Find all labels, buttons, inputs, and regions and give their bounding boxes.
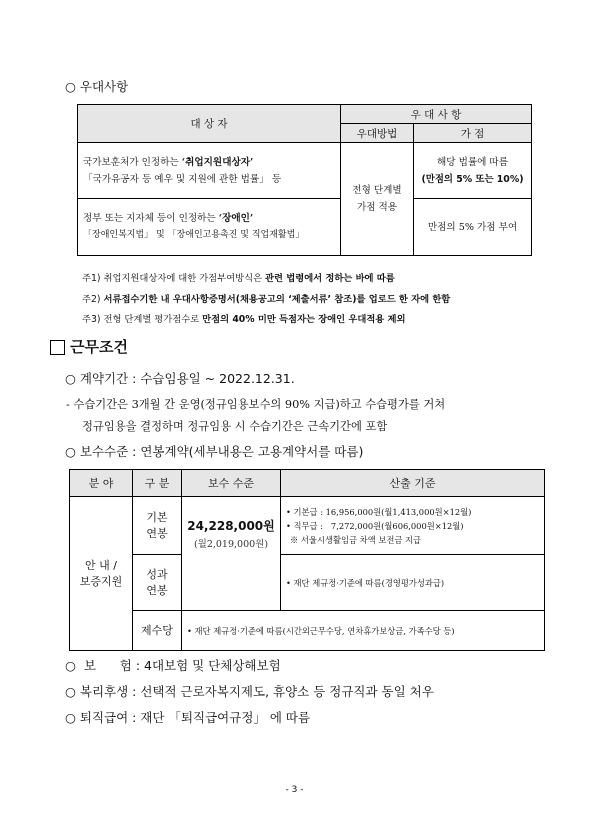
row2-law: 「장애인복지법」 및 「장애인고용촉진 및 직업재활법」 [83, 230, 305, 240]
points1-line2: (만점의 5% 또는 10%) [421, 173, 524, 185]
insurance: ○ 보 험 : 4대보험 및 단체상해보험 [65, 658, 281, 673]
points-veterans [414, 143, 532, 199]
row2-text: 정부 또는 지자체 등이 인정하는 [83, 213, 219, 224]
col-target-header: 대 상 자 [78, 105, 341, 143]
type-base-salary: 기본 연봉 [133, 497, 182, 555]
section-checkbox-icon [50, 340, 65, 355]
retirement: ○ 퇴직급여 : 재단 「퇴직급여규정」 에 따름 [65, 710, 311, 725]
basis-performance: • 재단 제규정·기준에 따름(경영평가성과급) [281, 555, 545, 611]
method-cell [341, 143, 414, 256]
col-pref-header: 우 대 사 항 [341, 105, 532, 124]
points1-line1: 해당 법률에 따름 [437, 156, 508, 168]
col-points-header: 가 점 [414, 124, 532, 143]
method-line1: 전형 단계별 [352, 185, 402, 196]
preference-table [77, 104, 532, 256]
basis1-line3: ※ 서울시생활임금 차액 보전금 지급 [290, 534, 422, 545]
header-type: 구 분 [133, 470, 182, 497]
basis-base-salary [281, 497, 545, 555]
type-allowance: 제수당 [133, 611, 182, 651]
type-performance: 성과 연봉 [133, 555, 182, 611]
note-2: 주2) 서류접수기한 내 우대사항증명서(채용공고의 ‘제출서류’ 참조)를 업로드 한 자에 한함 [82, 294, 451, 305]
row1-law: 「국가유공자 등 예우 및 지원에 관한 법률」 등 [83, 173, 282, 185]
row1-bold: ‘취업지원대상자’ [181, 156, 254, 168]
row-disabled [78, 199, 341, 256]
basis1-line2: • 직무급 : 7,272,000원(월606,000원×12월) [286, 520, 464, 531]
salary-heading: ○ 보수수준 : 연봉계약(세부내용은 고용계약서를 따름) [65, 444, 364, 459]
welfare: ○ 복리후생 : 선택적 근로자복지제도, 휴양소 등 정규직과 동일 처우 [65, 684, 434, 699]
salary-table [69, 469, 545, 651]
probation-line2: 정규임용을 결정하며 정규임용 시 수습기간은 근속기간에 포함 [82, 420, 388, 433]
salary-cell [182, 497, 281, 611]
page-number: - 3 - [285, 785, 304, 795]
header-basis: 산출 기준 [281, 470, 545, 497]
salary-monthly: (월2,019,000원) [193, 539, 269, 550]
col-method-header: 우대방법 [341, 124, 414, 143]
field-cell: 안 내 / 보증지원 [70, 497, 133, 651]
points-disabled: 만점의 5% 가점 부여 [414, 199, 532, 256]
salary-amount: 24,228,000원 [187, 519, 275, 533]
row-veterans [78, 143, 341, 199]
note-3: 주3) 전형 단계별 평가점수로 만점의 40% 미만 득점자는 장애인 우대적용 제외 [82, 314, 406, 325]
note-1: 주1) 취업지원대상자에 대한 가점부여방식은 관련 법령에서 정하는 바에 따름 [82, 273, 395, 284]
row2-bold: ‘장애인’ [218, 213, 254, 224]
method-line2: 가점 적용 [356, 202, 398, 213]
row1-text: 국가보훈처가 인정하는 [83, 156, 182, 168]
pref-heading: ○ 우대사항 [65, 79, 129, 94]
basis1-line1: • 기본급 : 16,956,000원(월1,413,000원×12월) [286, 506, 472, 517]
section-title: 근무조건 [70, 338, 128, 356]
header-level: 보수 수준 [182, 470, 281, 497]
header-field: 분 야 [70, 470, 133, 497]
probation-line1: - 수습기간은 3개월 간 운영(정규임용보수의 90% 지급)하고 수습평가를 거쳐 [66, 398, 446, 411]
contract-period: ○ 계약기간 : 수습임용일 ~ 2022.12.31. [65, 371, 295, 386]
basis-allowance: • 재단 제규정·기준에 따름(시간외근무수당, 연차휴가보상금, 가족수당 등) [182, 611, 545, 651]
